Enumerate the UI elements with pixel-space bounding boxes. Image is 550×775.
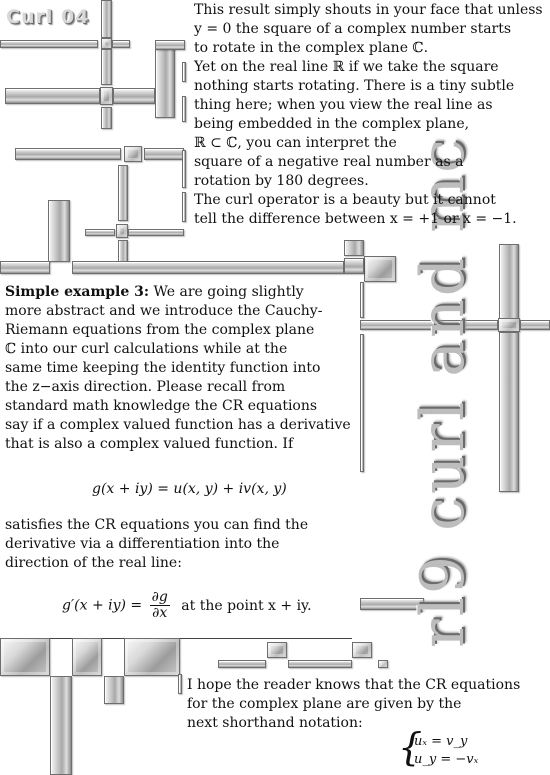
cases-brace: { xyxy=(398,725,423,769)
decor-bar xyxy=(113,88,155,104)
decor-vbar xyxy=(118,240,128,262)
intro-paragraph xyxy=(194,1,543,229)
text-line: Riemann equations from the complex plane xyxy=(5,322,315,338)
decor-sq xyxy=(378,660,388,668)
text-line: standard math knowledge the CR equations xyxy=(5,398,318,414)
equation-g: g(x + iy) = u(x, y) + iv(x, y) xyxy=(92,481,287,497)
example-heading: Simple example 3: xyxy=(5,284,150,300)
decor-sq xyxy=(100,87,113,105)
decor-vbar xyxy=(178,674,182,694)
decor-bar xyxy=(0,40,98,48)
decor-sq xyxy=(124,146,142,162)
decor-sq xyxy=(352,642,372,658)
text-line: that is also a complex valued function. If xyxy=(5,436,294,452)
decor-sq xyxy=(364,256,396,282)
decor-vbar xyxy=(360,334,364,472)
decor-vbar xyxy=(499,332,519,492)
text-line: thing here; when you view the real line as xyxy=(194,97,493,113)
text-line: derivative via a differentiation into the xyxy=(5,536,280,552)
decor-sq xyxy=(124,638,180,676)
example3-paragraph-2 xyxy=(5,516,308,573)
decor-bar xyxy=(344,258,364,274)
decor-vbar xyxy=(499,244,519,320)
text-line: direction of the real line: xyxy=(5,555,182,571)
text-line: ℝ ⊂ ℂ, you can interpret the xyxy=(194,135,397,151)
decor-bar xyxy=(128,229,184,236)
text-line: y = 0 the square of a complex number starts xyxy=(194,21,512,37)
cr-row: uₓ = v_y xyxy=(414,734,468,749)
text-line: next shorthand notation: xyxy=(187,715,363,731)
text-line: satisfies the CR equations you can find the xyxy=(5,517,309,533)
text-line: same time keeping the identity function into xyxy=(5,360,321,376)
decor-bar xyxy=(288,660,352,668)
text-line: I hope the reader knows that the CR equations xyxy=(187,677,521,693)
decor-bar xyxy=(15,148,121,160)
equation-derivative xyxy=(62,590,312,621)
text-span: We are going slightly xyxy=(149,284,304,300)
text-line xyxy=(5,283,351,302)
text-line: rotation by 180 degrees. xyxy=(194,173,369,189)
decor-vbar xyxy=(118,165,128,221)
decor-vbar xyxy=(101,0,112,38)
page-title: Curl 04 xyxy=(6,6,90,28)
text-line: nothing starts rotating. There is a tiny subtle xyxy=(194,78,515,94)
eq-denominator: ∂x xyxy=(152,605,168,621)
text-line: square of a negative real number as a xyxy=(194,154,464,170)
decor-vbar xyxy=(182,150,186,188)
decor-vbar xyxy=(101,107,112,129)
decor-bar xyxy=(85,229,115,236)
decor-vbar xyxy=(101,49,112,85)
decor-sq xyxy=(0,638,50,676)
text-line: being embedded in the complex plane, xyxy=(194,116,470,132)
text-line: Yet on the real line ℝ if we take the square xyxy=(194,59,499,75)
cr-row: u_y = −vₓ xyxy=(414,752,479,767)
decor-bar xyxy=(155,40,185,50)
decor-sq xyxy=(116,224,128,238)
text-line: This result simply shouts in your face that unless xyxy=(194,2,543,18)
text-line: ℂ into our curl calculations while at the xyxy=(5,341,288,357)
decor-bar xyxy=(520,320,550,330)
eq-fraction xyxy=(150,590,170,621)
decor-bar xyxy=(0,261,50,274)
example3-paragraph xyxy=(5,283,351,454)
decor-bar xyxy=(144,148,184,160)
text-line: the z−axis direction. Please recall from xyxy=(5,379,286,395)
text-line: for the complex plane are given by the xyxy=(187,696,462,712)
text-line: to rotate in the complex plane ℂ. xyxy=(194,40,429,56)
decor-vbar xyxy=(182,96,186,122)
decor-vbar xyxy=(50,676,72,775)
decor-sq xyxy=(101,38,112,49)
decor-vbar xyxy=(182,192,186,222)
decor-vbar xyxy=(155,40,175,118)
decor-bar xyxy=(72,261,344,274)
closing-paragraph xyxy=(187,676,520,733)
decor-sq xyxy=(498,318,520,332)
text-line: The curl operator is a beauty but it cannot xyxy=(194,192,496,208)
decor-vbar xyxy=(48,200,70,262)
decor-vbar xyxy=(344,240,364,256)
eq-lhs: g′(x + iy) = xyxy=(62,597,143,614)
decor-sq xyxy=(72,638,102,676)
text-line: more abstract and we introduce the Cauchy- xyxy=(5,303,323,319)
text-line: tell the difference between x = +1 or x = −1. xyxy=(194,211,517,227)
eq-rhs: at the point x + iy. xyxy=(181,597,312,614)
decor-vbar xyxy=(182,62,186,82)
decor-vbar xyxy=(360,282,364,318)
decor-vbar xyxy=(104,676,124,704)
decor-bar xyxy=(218,660,266,668)
text-line: say if a complex valued function has a derivative xyxy=(5,417,351,433)
eq-numerator: ∂g xyxy=(151,589,168,605)
decor-bar xyxy=(112,40,130,48)
side-title: rl9 curl and mc xyxy=(408,136,478,648)
decor-bar xyxy=(5,88,100,104)
decor-sq xyxy=(267,642,287,658)
